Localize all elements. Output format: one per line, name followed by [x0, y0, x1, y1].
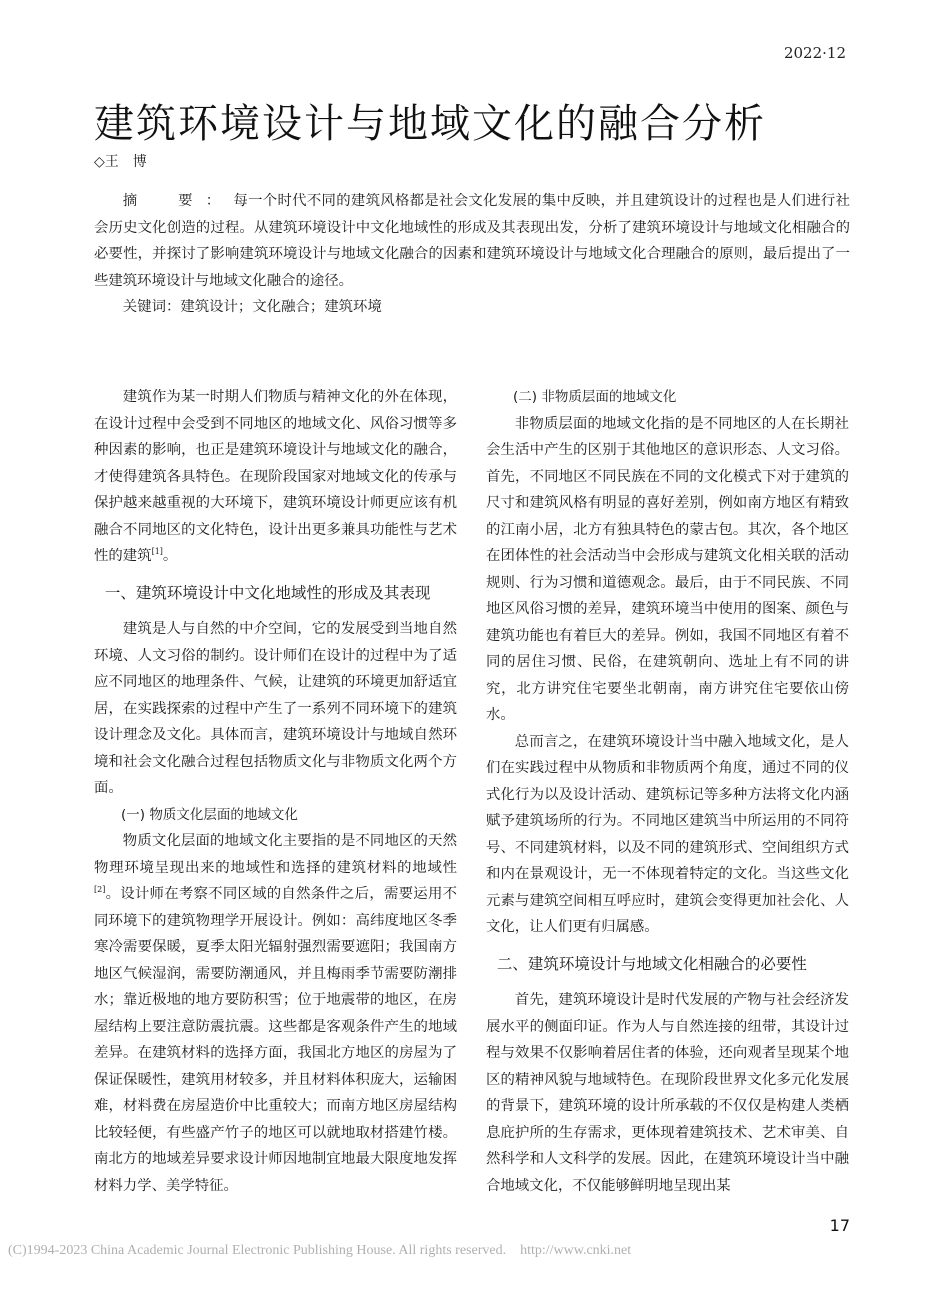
- section-1-paragraph: 建筑是人与自然的中介空间，它的发展受到当地自然环境、人文习俗的制约。设计师们在设计的过程中为了适应不同地区的地理条件、气候，让建筑的环境更加舒适宜居，在实践探索的过程中产生了一系列不同环境下的建筑设计理念及文化。具体而言，建筑环境设计与地域自然环境和社会文化融合过程包括物质文化与非物质文化两个方面。: [94, 621, 457, 796]
- intro-end: 。: [162, 548, 178, 564]
- material-text-b: 。设计师在考察不同区域的自然条件之后，需要运用不同环境下的建筑物理学开展设计。例如：高纬度地区冬季寒冷需要保暖，夏季太阳光辐射强烈需要遮阳；我国南方地区气候湿润，需要防潮通风，并且梅雨季节需要防潮排水；靠近极地的地方要防积雪；位于地震带的地区，在房屋结构上要注意防震抗震。这些都是客观条件产生的地域差异。在建筑材料的选择方面，我国北方地区的房屋为了保证保暖性，建筑用材较多，并且材料体积庞大，运输困难，材料费在房屋造价中比重较大；而南方地区房屋结构比较轻便，有些盛产竹子的地区可以就地取材搭建竹楼。南北方的地域差异要求设计师因地制宜地最大限度地发挥材料力学、美学特征。: [94, 886, 457, 1194]
- material-text-a: 物质文化层面的地域文化主要指的是不同地区的天然物理环境呈现出来的地域性和选择的建筑材料的地域性: [94, 833, 457, 876]
- nonmaterial-culture-paragraph: 非物质层面的地域文化指的是不同地区的人在长期社会生活中产生的区别于其他地区的意识形态、人文习俗。首先，不同地区不同民族在不同的文化模式下对于建筑的尺寸和建筑风格有明显的喜好差别，例如南方地区有精致的江南小居，北方有独具特色的蒙古包。其次，各个地区在团体性的社会活动当中会形成与建筑文化相关联的活动规则、行为习惯和道德观念。最后，由于不同民族、不同地区风俗习惯的差异，建筑环境当中使用的图案、颜色与建筑功能也有着巨大的差异。例如，我国不同地区有着不同的居住习惯、民俗，在建筑朝向、选址上有不同的讲究，北方讲究住宅要坐北朝南，南方讲究住宅要依山傍水。: [486, 415, 849, 723]
- reference-2: [2]: [94, 885, 106, 894]
- intro-paragraph: [94, 384, 457, 570]
- subsection-heading-2: (二) 非物质层面的地域文化: [513, 389, 677, 405]
- necessity-paragraph: 首先，建筑环境设计是时代发展的产物与社会经济发展水平的侧面印证。作为人与自然连接的纽带，其设计过程与效果不仅影响着居住者的体验，还向观者呈现某个地区的精神风貌与地域特色。在现阶段世界文化多元化发展的背景下，建筑环境的设计所承载的不仅仅是构建人类栖息庇护所的生存需求，更体现着建筑技术、艺术审美、自然科学和人文科学的发展。因此，在建筑环境设计当中融合地域文化，不仅能够鲜明地呈现出某: [486, 992, 849, 1194]
- abstract-text: 每一个时代不同的建筑风格都是社会文化发展的集中反映，并且建筑设计的过程也是人们进行社会历史文化创造的过程。从建筑环境设计中文化地域性的形成及其表现出发，分析了建筑环境设计与地域文化相融合的必要性，并探讨了影响建筑环境设计与地域文化融合的因素和建筑环境设计与地域文化合理融合的原则，最后提出了一些建筑环境设计与地域文化融合的途径。: [94, 193, 850, 289]
- abstract-label: 摘 要：: [122, 193, 234, 209]
- article-title: 建筑环境设计与地域文化的融合分析: [94, 101, 766, 147]
- material-culture-paragraph: [94, 828, 457, 1199]
- right-column: [486, 384, 849, 1199]
- section-heading-2: 二、建筑环境设计与地域文化相融合的必要性: [496, 954, 807, 973]
- section-heading-1: 一、建筑环境设计中文化地域性的形成及其表现: [104, 583, 431, 602]
- summary-paragraph: 总而言之，在建筑环境设计当中融入地域文化，是人们在实践过程中从物质和非物质两个角度，通过不同的仪式化行为以及设计活动、建筑标记等多种方法将文化内涵赋予建筑场所的行为。不同地区建筑当中所运用的不同符号、不同建筑材料，以及不同的建筑形式、空间组织方式和内在景观设计，无一不体现着特定的文化。当这些文化元素与建筑空间相互呼应时，建筑会变得更加社会化、人文化，让人们更有归属感。: [486, 733, 849, 935]
- intro-text: 建筑作为某一时期人们物质与精神文化的外在体现，在设计过程中会受到不同地区的地域文化、风俗习惯等多种因素的影响，也正是建筑环境设计与地域文化的融合，才使得建筑各具特色。在现阶段国家对地域文化的传承与保护越来越重视的大环境下，建筑环境设计师更应该有机融合不同地区的文化特色，设计出更多兼具功能性与艺术性的建筑: [94, 389, 457, 564]
- copyright-footer: (C)1994-2023 China Academic Journal Electronic Publishing House. All rights reserved. http://www.cnki.net: [8, 1243, 632, 1258]
- reference-1: [1]: [151, 547, 163, 556]
- abstract: [94, 188, 850, 294]
- page-number: 17: [829, 1216, 850, 1235]
- left-column: [94, 384, 457, 1199]
- keywords: 关键词：建筑设计；文化融合；建筑环境: [122, 299, 382, 315]
- author: ◇王 博: [94, 154, 147, 170]
- issue-number: 2022·12: [783, 44, 846, 62]
- subsection-heading-1: (一) 物质文化层面的地域文化: [121, 806, 298, 823]
